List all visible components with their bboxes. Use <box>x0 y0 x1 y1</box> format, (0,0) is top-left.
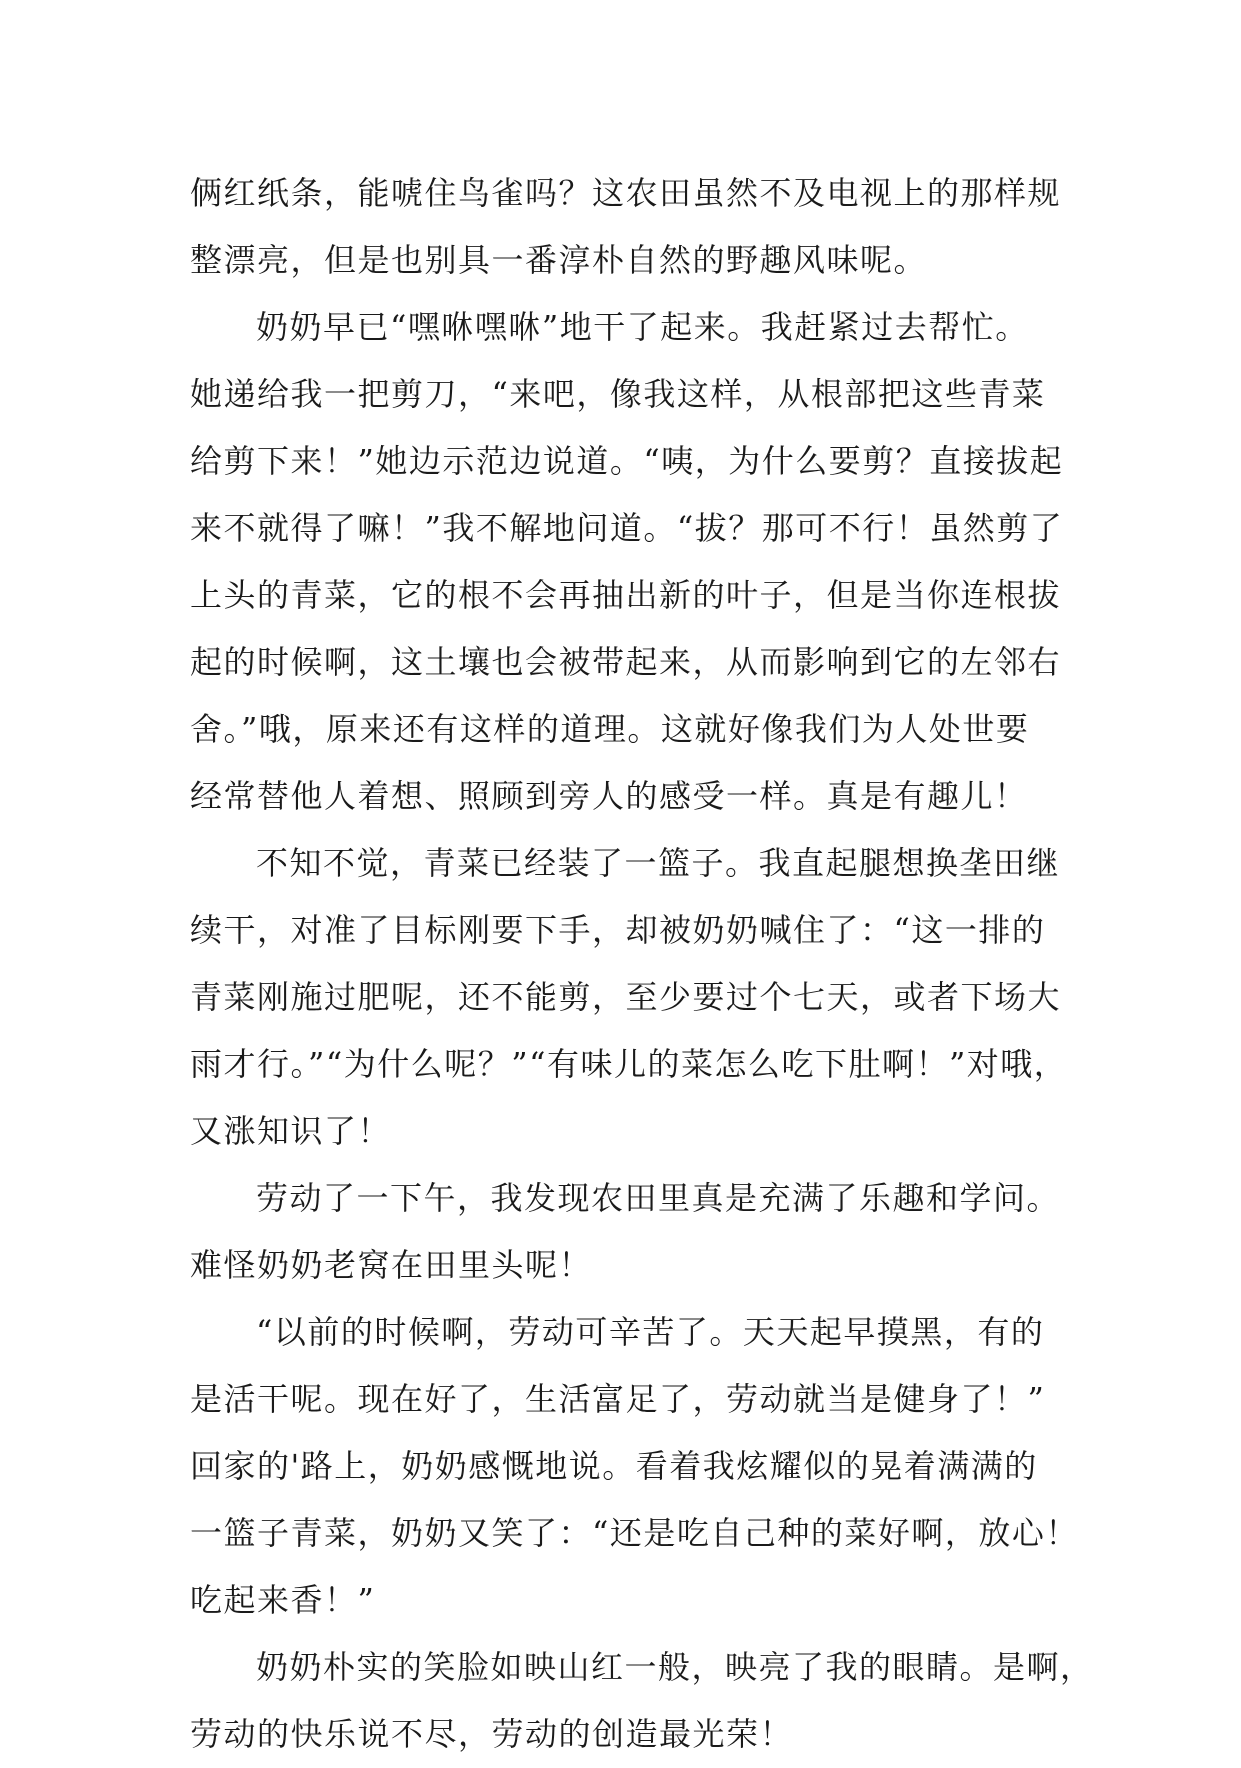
text-line: 整漂亮，但是也别具一番淳朴自然的野趣风味呢。 <box>190 241 928 279</box>
text-line: 雨才行。”“为什么呢？”“有味儿的菜怎么吃下肚啊！”对哦， <box>190 1045 1068 1083</box>
text-line: 吃起来香！” <box>190 1581 376 1619</box>
text-line: 给剪下来！”她边示范边说道。“咦，为什么要剪？直接拔起 <box>190 442 1064 480</box>
text-line: 续干，对准了目标刚要下手，却被奶奶喊住了：“这一排的 <box>190 911 1046 949</box>
text-line: 她递给我一把剪刀，“来吧，像我这样，从根部把这些青菜 <box>190 375 1046 413</box>
text-line: 青菜刚施过肥呢，还不能剪，至少要过个七天，或者下场大 <box>190 978 1062 1016</box>
text-line: 经常替他人着想、照顾到旁人的感受一样。真是有趣儿！ <box>190 777 1028 815</box>
text-line: 一篮子青菜，奶奶又笑了：“还是吃自己种的菜好啊，放心！ <box>190 1514 1079 1552</box>
essay-body <box>190 160 1094 1768</box>
text-line: 舍。”哦，原来还有这样的道理。这就好像我们为人处世要 <box>190 710 1030 748</box>
text-line: 是活干呢。现在好了，生活富足了，劳动就当是健身了！” <box>190 1380 1046 1418</box>
text-line: 上头的青菜，它的根不会再抽出新的叶子，但是当你连根拔 <box>190 576 1062 614</box>
text-line: 劳动了一下午，我发现农田里真是充满了乐趣和学问。 <box>256 1179 1061 1217</box>
text-line: 劳动的快乐说不尽，劳动的创造最光荣！ <box>190 1715 794 1753</box>
text-line: 又涨知识了！ <box>190 1112 392 1150</box>
text-line: 不知不觉，青菜已经装了一篮子。我直起腿想换垄田继 <box>256 844 1061 882</box>
text-line: 难怪奶奶老窝在田里头呢！ <box>190 1246 593 1284</box>
text-line: 奶奶朴实的笑脸如映山红一般，映亮了我的眼睛。是啊， <box>256 1648 1094 1686</box>
text-line: 回家的'路上，奶奶感慨地说。看着我炫耀似的晃着满满的 <box>190 1447 1038 1485</box>
text-line: 奶奶早已“嘿咻嘿咻”地干了起来。我赶紧过去帮忙。 <box>256 308 1029 346</box>
text-line: 起的时候啊，这土壤也会被带起来，从而影响到它的左邻右 <box>190 643 1062 681</box>
text-line: 来不就得了嘛！”我不解地问道。“拔？那可不行！虽然剪了 <box>190 509 1064 547</box>
text-line: “以前的时候啊，劳动可辛苦了。天天起早摸黑，有的 <box>256 1313 1045 1351</box>
text-line: 俩红纸条，能唬住鸟雀吗？这农田虽然不及电视上的那样规 <box>190 174 1062 212</box>
